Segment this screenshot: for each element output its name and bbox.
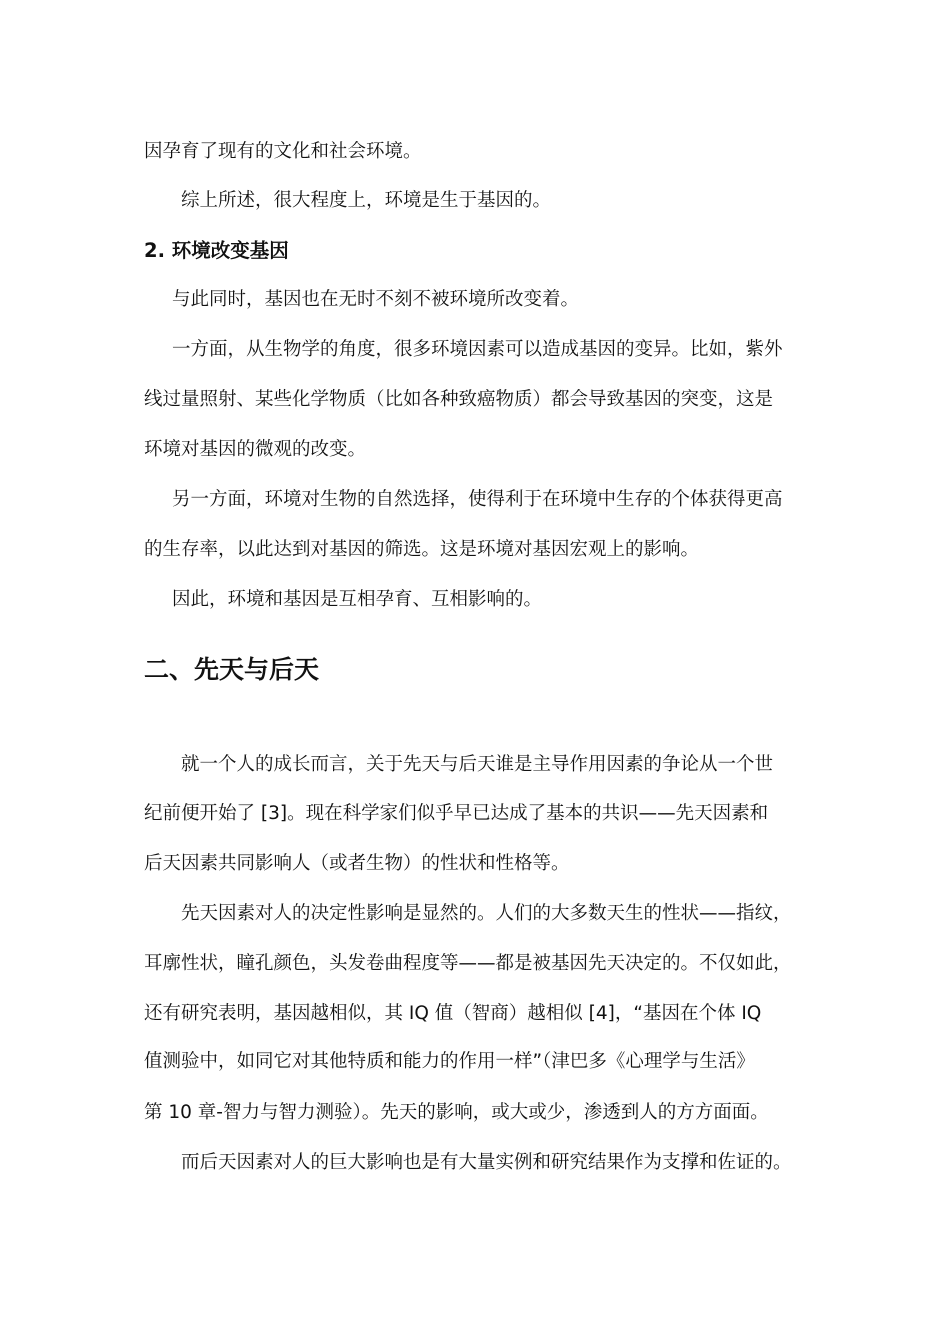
paragraph-line: 而后天因素对人的巨大影响也是有大量实例和研究结果作为支撑和佐证的。 [181, 1152, 792, 1173]
paragraph-line: 还有研究表明，基因越相似，其 IQ 值（智商）越相似 [4]，“基因在个体 IQ [144, 1003, 762, 1024]
paragraph-line: 综上所述，很大程度上，环境是生于基因的。 [181, 190, 552, 211]
section-heading: 二、先天与后天 [144, 655, 320, 684]
paragraph-line: 纪前便开始了 [3]。现在科学家们似乎早已达成了基本的共识——先天因素和 [144, 803, 769, 824]
subsection-heading: 2. 环境改变基因 [144, 239, 289, 262]
paragraph-line: 后天因素共同影响人（或者生物）的性状和性格等。 [144, 853, 570, 874]
paragraph-line: 值测验中，如同它对其他特质和能力的作用一样”（津巴多《心理学与生活》 [144, 1051, 755, 1072]
paragraph-line: 第 10 章-智力与智力测验）。先天的影响，或大或少，渗透到人的方方面面。 [144, 1102, 769, 1123]
paragraph-line: 环境对基因的微观的改变。 [144, 439, 367, 460]
paragraph-line: 就一个人的成长而言，关于先天与后天谁是主导作用因素的争论从一个世 [181, 754, 774, 775]
paragraph-line: 一方面，从生物学的角度，很多环境因素可以造成基因的变异。比如，紫外 [172, 339, 783, 360]
paragraph-line: 的生存率，以此达到对基因的筛选。这是环境对基因宏观上的影响。 [144, 539, 700, 560]
paragraph-line: 因此，环境和基因是互相孕育、互相影响的。 [172, 589, 543, 610]
paragraph-line: 另一方面，环境对生物的自然选择，使得利于在环境中生存的个体获得更高 [172, 489, 783, 510]
paragraph-line: 线过量照射、某些化学物质（比如各种致癌物质）都会导致基因的突变，这是 [144, 389, 774, 410]
paragraph-line: 与此同时，基因也在无时不刻不被环境所改变着。 [172, 289, 580, 310]
paragraph-line: 耳廓性状，瞳孔颜色，头发卷曲程度等——都是被基因先天决定的。不仅如此， [144, 953, 792, 974]
paragraph-line: 先天因素对人的决定性影响是显然的。人们的大多数天生的性状——指纹， [181, 903, 792, 924]
paragraph-line: 因孕育了现有的文化和社会环境。 [144, 141, 422, 162]
